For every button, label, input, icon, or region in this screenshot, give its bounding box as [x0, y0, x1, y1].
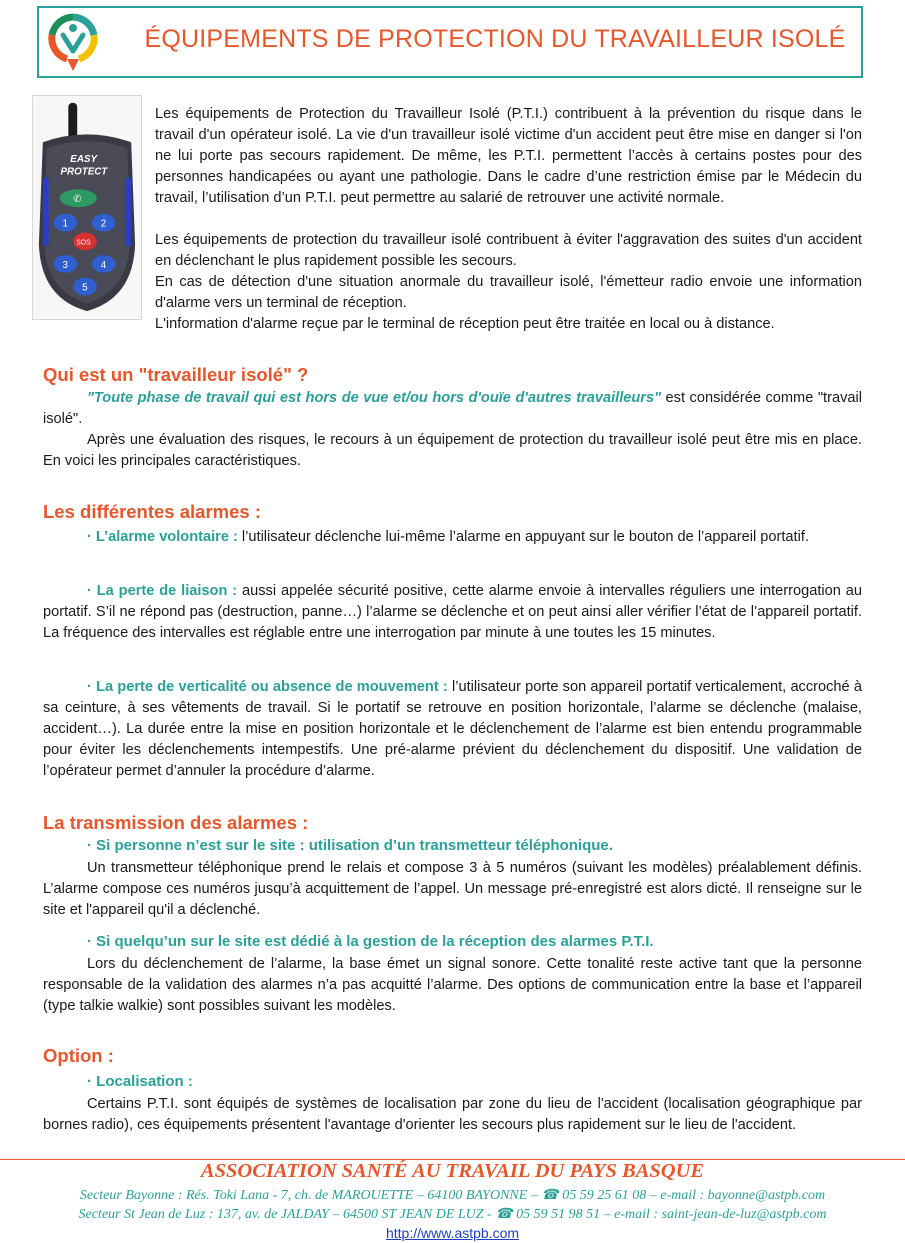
isole-definition-paragraph	[43, 388, 862, 430]
localisation-paragraph: Certains P.T.I. sont équipés de systèmes de localisation par zone du lieu de l'accident (localisation géographique par bornes radio), ces équipements présentent l'avantage d'orienter les secours plus rapidement sur le lieu de l'accident.	[43, 1096, 862, 1133]
device-brand-line1: EASY	[70, 153, 97, 165]
alarme-volontaire-paragraph	[43, 527, 862, 548]
intro-paragraph-1: Les équipements de Protection du Travailleur Isolé (P.T.I.) contribuent à la prévention du risque dans le travail d'un opérateur isolé. La vie d'un travailleur isolé victime d'un accident peut être mise en danger si l'on ne lui porte pas secours rapidement. De même, les P.T.I. permettent l’accès à certains postes pour des personnes handicapées ou ayant une pathologie. Dans le cadre d’une restriction émise par le Médecin du travail, l’utilisation d’un P.T.I. peut permettre au salarié de retrouver une activité normale.	[155, 106, 862, 206]
base-signal-paragraph: Lors du déclenchement de l’alarme, la base émet un signal sonore. Cette tonalité reste active tant que la personne responsable de la validation des alarmes n’a pas acquitté l’alarme. Des options de communication entre la base et l’appareil (type talkie walkie) sont possibles suivant les modèles.	[43, 956, 862, 1014]
isole-quote: "Toute phase de travail qui est hors de vue et/ou hors d'ouïe d'autres travailleurs"	[87, 390, 661, 406]
intro-paragraph-4: L'information d'alarme reçue par le terminal de réception peut être traitée en local ou à distance.	[155, 316, 775, 332]
subheading-quelquun-site: · Si quelqu’un sur le site est dédié à la gestion de la réception des alarmes P.T.I.	[87, 933, 654, 950]
perte-liaison-text: aussi appelée sécurité positive, cette alarme envoie à intervalles réguliers une interrogation au portatif. S’il ne répond pas (destruction, panne…) l’alarme se déclenche et on peut ainsi aller vérifier l’état de l’appareil portatif. La fréquence des intervalles est réglable entre une interrogation par minute à une toutes les 15 minutes.	[43, 583, 863, 641]
isole-evaluation-paragraph: Après une évaluation des risques, le recours à un équipement de protection du travailleur isolé peut être mis en place. En voici les principales caractéristiques.	[43, 432, 862, 469]
alarme-volontaire-text: l’utilisateur déclenche lui-même l’alarme en appuyant sur le bouton de l’appareil portatif.	[237, 529, 809, 545]
device-button-5: 5	[82, 282, 88, 294]
footer-saint-jean-address: Secteur St Jean de Luz : 137, av. de JALDAY – 64500 ST JEAN DE LUZ - ☎ 05 59 51 98 51 – e-mail : saint-jean-de-luz@astpb.com	[78, 1207, 827, 1222]
device-sos-button: SOS	[76, 239, 91, 247]
subheading-localisation: · Localisation :	[87, 1073, 193, 1090]
footer-bayonne-address: Secteur Bayonne : Rés. Toki Lana - 7, ch. de MAROUETTE – 64100 BAYONNE – ☎ 05 59 25 61 08 – e-mail : bayonne@astpb.com	[79, 1188, 826, 1203]
subheading-personne-site: · Si personne n’est sur le site : utilisation d’un transmetteur téléphonique.	[87, 837, 613, 854]
footer-association-title: ASSOCIATION SANTÉ AU TRAVAIL DU PAYS BASQUE	[200, 1160, 705, 1182]
device-button-2: 2	[100, 218, 107, 230]
alarme-volontaire-label: · L’alarme volontaire :	[87, 529, 238, 545]
perte-verticalite-label: · La perte de verticalité ou absence de mouvement :	[87, 679, 448, 695]
isole-quote-rest: est considérée comme "travail isolé".	[43, 390, 862, 427]
device-button-3: 3	[62, 259, 68, 271]
device-brand-line2: PROTECT	[60, 166, 108, 178]
heading-travailleur-isole: Qui est un "travailleur isolé" ?	[43, 364, 309, 385]
perte-liaison-paragraph	[43, 581, 862, 644]
perte-liaison-label: · La perte de liaison :	[87, 583, 238, 599]
perte-verticalite-paragraph	[43, 677, 862, 782]
astpb-logo	[47, 13, 99, 73]
footer-website-link[interactable]: http://www.astpb.com	[385, 1225, 520, 1241]
page-title: ÉQUIPEMENTS DE PROTECTION DU TRAVAILLEUR ISOLÉ	[144, 25, 846, 53]
heading-option: Option :	[43, 1045, 114, 1066]
heading-differentes-alarmes: Les différentes alarmes :	[43, 501, 261, 522]
pti-device-image	[32, 95, 142, 320]
perte-verticalite-text: l’utilisateur porte son appareil portatif verticalement, accroché à sa ceinture, à ses vêtements de travail. Si le portatif se retrouve en position horizontale, l’alarme se déclenche (malaise, accident…). La durée entre la mise en position horizontale et le déclenchement de l’alarme est bien entendu programmable pour éviter les déclenchements intempestifs. Une pré-alarme prévient du déclenchement du dispositif. Une validation de l’opérateur permet d’annuler la procédure d’alarme.	[43, 679, 862, 779]
device-button-4: 4	[100, 259, 107, 271]
device-button-1: 1	[62, 218, 68, 230]
heading-transmission-alarmes: La transmission des alarmes :	[43, 812, 309, 833]
transmetteur-paragraph: Un transmetteur téléphonique prend le relais et compose 3 à 5 numéros (suivant les modèles) préalablement définis. L’alarme compose ces numéros jusqu’à acquittement de l’appel. Un message pré-enregistré est alors dicté. Il renseigne sur le site et l'appareil qu'il a déclenché.	[43, 860, 862, 918]
intro-paragraph-3: En cas de détection d'une situation anormale du travailleur isolé, l'émetteur radio envoie une information d'alarme vers un terminal de réception.	[155, 274, 862, 311]
page-header	[37, 6, 863, 78]
intro-paragraph-2: Les équipements de protection du travailleur isolé contribuent à éviter l'aggravation des suites d'un accident en déclenchant le plus rapidement possible les secours.	[155, 232, 862, 269]
phone-icon: ✆	[73, 194, 82, 206]
